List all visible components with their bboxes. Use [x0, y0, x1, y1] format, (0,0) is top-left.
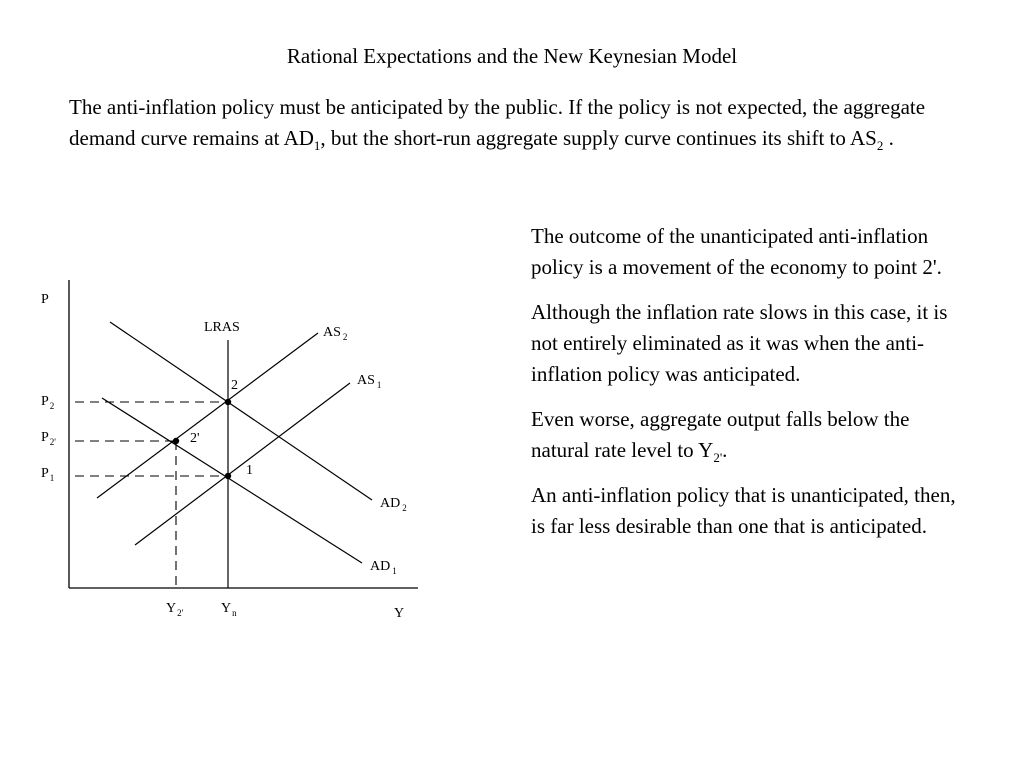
point-2-label: 2: [231, 378, 238, 393]
point-1-marker: [225, 473, 231, 479]
paragraph-output-text: Even worse, aggregate output falls below the natural rate level to Y: [531, 407, 910, 462]
as-ad-diagram: [0, 270, 440, 630]
yn-label: [221, 601, 237, 618]
p2-label-sub: 2: [49, 401, 55, 411]
paragraph-output-sub: 2': [713, 450, 723, 466]
p1-label: [41, 466, 54, 483]
ad1-curve: [102, 398, 362, 563]
paragraph-conclusion: An anti-inflation policy that is unanticipated, then, is far less desirable than one that is anticipated.: [531, 483, 956, 538]
explanation-text: [531, 221, 961, 556]
intro-text-2: , but the short-run aggregate supply curve continues its shift to AS: [320, 126, 877, 150]
lras-label: LRAS: [204, 320, 240, 335]
y2prime-label: [166, 601, 184, 618]
y2prime-label-main: Y: [166, 601, 177, 616]
intro-paragraph: [69, 92, 939, 154]
x-axis-label: Y: [394, 606, 405, 621]
slide-title: Rational Expectations and the New Keynesian Model: [286, 44, 738, 68]
ad2-label-sub: 2: [402, 503, 407, 513]
yn-label-main: Y: [221, 601, 232, 616]
ad1-label-sub: 1: [392, 566, 397, 576]
ad2-label-main: AD: [380, 496, 401, 511]
p2-label: [41, 394, 54, 411]
yn-label-sub: n: [232, 608, 237, 618]
ad2-label: [380, 496, 407, 513]
y2prime-label-sub: 2': [177, 608, 184, 618]
p2prime-label-main: P: [41, 430, 49, 445]
intro-sub-1: 1: [313, 138, 321, 154]
y-axis-label: P: [41, 292, 49, 307]
p2prime-label: [41, 430, 56, 447]
intro-text-3: .: [883, 126, 894, 150]
as1-label-sub: 1: [376, 380, 382, 390]
as2-label-main: AS: [323, 325, 341, 340]
as1-label-main: AS: [357, 373, 375, 388]
p1-label-main: P: [41, 466, 49, 481]
as1-curve: [135, 383, 350, 545]
ad1-label: [370, 559, 397, 576]
point-2-marker: [225, 399, 231, 405]
as2-label-sub: 2: [342, 332, 348, 342]
paragraph-output: [531, 404, 961, 466]
p1-label-sub: 1: [49, 473, 55, 483]
ad2-curve: [110, 322, 372, 500]
p2-label-main: P: [41, 394, 49, 409]
point-1-label: 1: [246, 463, 253, 478]
paragraph-inflation: Although the inflation rate slows in this case, it is not entirely eliminated as it was when the anti-inflation policy was anticipated.: [531, 300, 948, 386]
point-2prime-label: 2': [190, 431, 200, 446]
as1-label: [357, 373, 381, 390]
point-2prime-marker: [173, 438, 179, 444]
intro-sub-2: 2: [876, 138, 884, 154]
paragraph-outcome: The outcome of the unanticipated anti-inflation policy is a movement of the economy to point 2'.: [531, 224, 942, 279]
intro-text-1: The anti-inflation policy must be anticipated by the public. If the policy is not expected, the aggregate demand curve remains at AD: [69, 95, 926, 150]
p2prime-label-sub: 2': [49, 437, 56, 447]
paragraph-output-end: .: [722, 438, 728, 462]
as2-label: [323, 325, 347, 342]
ad1-label-main: AD: [370, 559, 391, 574]
